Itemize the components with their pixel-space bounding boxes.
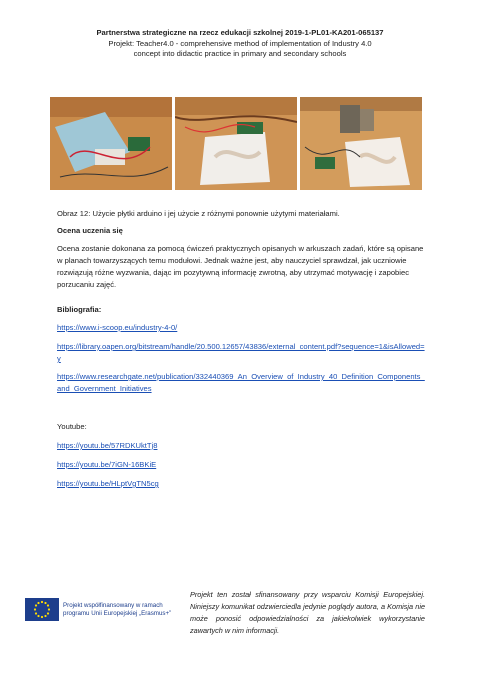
- assessment-paragraph: Ocena zostanie dokonana za pomocą ćwiczeń praktycznych opisanych w arkuszach zadań, które są opisane w planach towarzyszących temu modułowi. Jednak ważne jest, aby nauczyciel sprawdzał, jak uczniowie rozwiązują różne wyzwania, dając im pozytywną informację zwrotną, aby utrzymać motywację i zapobiec porzucaniu zajęć.: [57, 244, 424, 289]
- youtube-link-1[interactable]: https://youtu.be/57RDKUktTj8: [57, 441, 158, 450]
- photo-strip: [50, 97, 422, 190]
- section-title-assessment: Ocena uczenia się: [57, 226, 123, 235]
- section-title-bibliography: Bibliografia:: [57, 305, 102, 314]
- bibliography-link-3[interactable]: https://www.researchgate.net/publication/332440369_An_Overview_of_Industry_40_Definition_Components_and_Government_Initiatives: [57, 372, 425, 393]
- photo-arduino-2: [175, 97, 297, 190]
- photo-arduino-1: [50, 97, 172, 190]
- photo-arduino-3: [300, 97, 422, 190]
- figure-caption: Obraz 12: Użycie płytki arduino i jej użycie z różnymi ponownie użytymi materiałami.: [57, 209, 340, 218]
- youtube-link-3[interactable]: https://youtu.be/HLptVgTN5cg: [57, 479, 159, 488]
- header-project-line: Projekt: Teacher4.0 - comprehensive method of implementation of Industry 4.0: [108, 38, 372, 48]
- eu-cofunding-logo: [25, 598, 183, 621]
- youtube-link-2[interactable]: https://youtu.be/7iGN-16BKiE: [57, 460, 157, 469]
- header-title: Partnerstwa strategiczne na rzecz edukacji szkolnej 2019-1-PL01-KA201-065137: [96, 28, 384, 37]
- eu-flag-icon: [25, 598, 59, 621]
- bibliography-link-1[interactable]: https://www.i-scoop.eu/industry-4-0/: [57, 323, 178, 332]
- document-header: [40, 28, 440, 60]
- eu-disclaimer: Projekt ten został sfinansowany przy wsparciu Komisji Europejskiej. Niniejszy komunikat odzwierciedla jedynie poglądy autora, a Komisja nie może ponosić odpowiedzialności za jakiekolwiek wykorzystanie zawartych w nim informacji.: [190, 590, 425, 635]
- header-project-line-2: concept into didactic practice in primary and secondary schools: [133, 49, 347, 58]
- bibliography-link-2[interactable]: https://library.oapen.org/bitstream/handle/20.500.12657/43836/external_content.pdf?sequence=1&isAllowed=y: [57, 342, 425, 363]
- eu-cofunding-text: Projekt współfinansowany w ramach programu Unii Europejskiej „Erasmus+”: [63, 602, 172, 617]
- section-title-youtube: Youtube:: [57, 422, 87, 431]
